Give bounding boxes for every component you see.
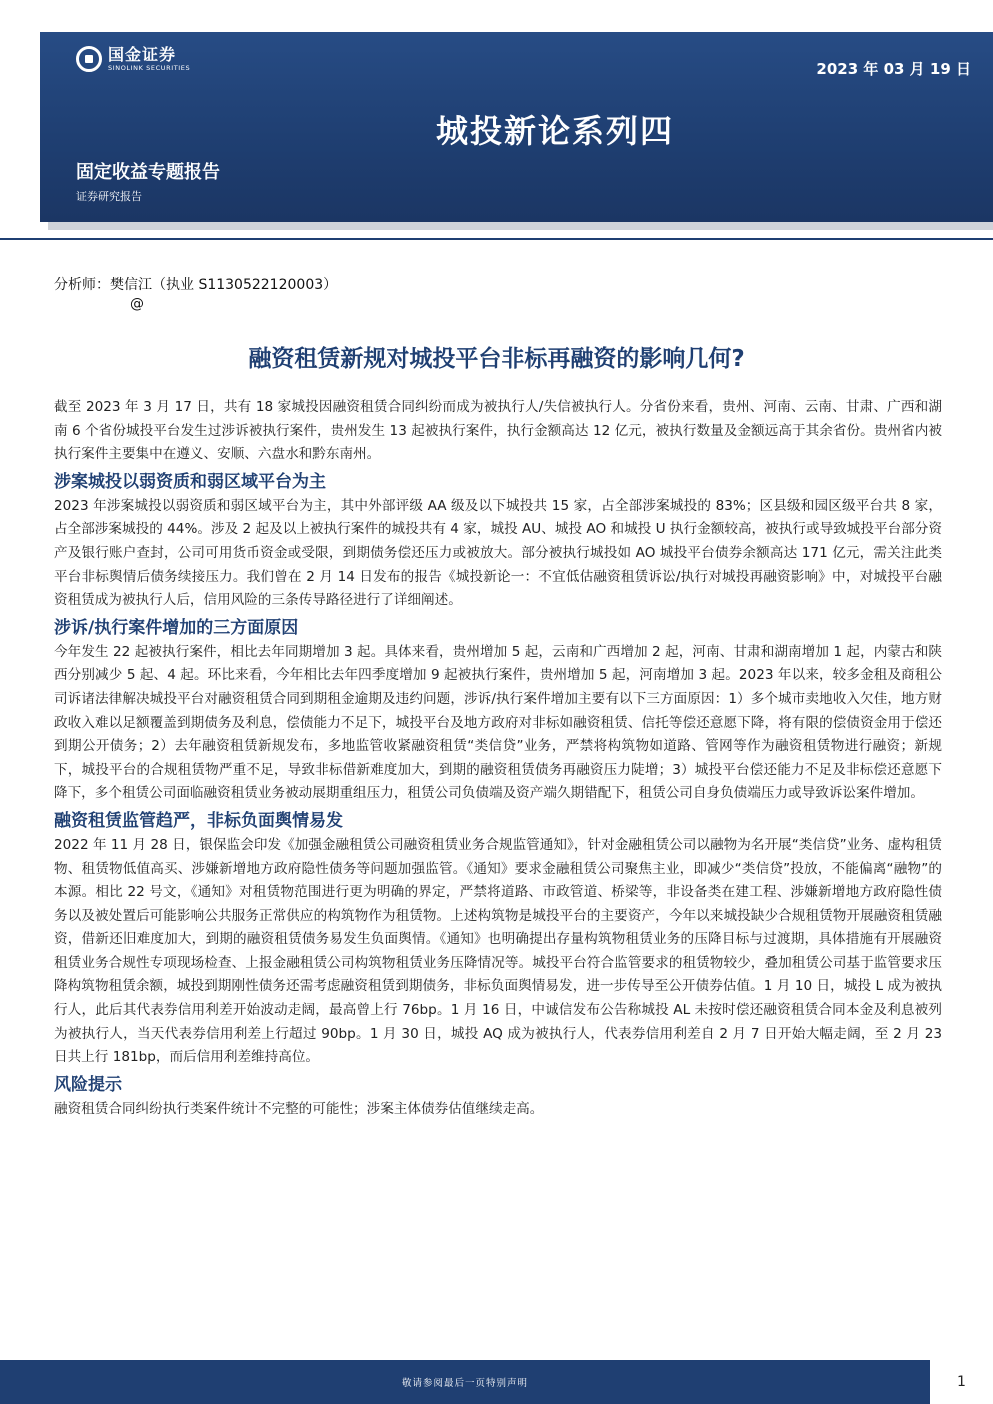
analyst-email: @ <box>130 296 144 312</box>
footer-bar <box>0 1360 930 1404</box>
section-paragraph: 2022 年 11 月 28 日，银保监会印发《加强金融租赁公司融资租赁业务合规监管通知》，针对金融租赁公司以融物为名开展“类信贷”业务、虚构租赁物、租赁物低值高买、涉嫌新增地方政府隐性债务等问题加强监管。《通知》要求金融租赁公司聚焦主业，即减少“类信贷”投放，不能偏离“融物”的本源。相比 22 号文，《通知》对租赁物范围进行更为明确的界定，严禁将道路、市政管道、桥梁等，非设备类在建工程、涉嫌新增地方政府隐性债务以及被处置后可能影响公共服务正常供应的构筑物作为租赁物。上述构筑物是城投平台的主要资产，今年以来城投缺少合规租赁物开展融资租赁融资，借新还旧难度加大，到期的融资租赁债务易发生负面舆情。《通知》也明确提出存量构筑物租赁业务的压降目标与过渡期，具体措施有开展融资租赁业务合规性专项现场检查、上报金融租赁公司构筑物租赁业务压降情况等。城投平台符合监管要求的租赁物较少，叠加租赁公司基于监管要求压降构筑物租赁余额，城投到期刚性债务还需考虑融资租赁到期债务，非标负面舆情易发，进一步传导至公开债券估值。1 月 10 日，城投 L 成为被执行人，此后其代表券信用利差开始波动走阔，最高曾上行 76bp。1 月 16 日，中诚信发布公告称城投 AL 未按时偿还融资租赁合同本金及利息被列为被执行人，当天代表券信用利差上行超过 90bp。1 月 30 日，城投 AQ 成为被执行人，代表券信用利差自 2 月 7 日开始大幅走阔，至 2 月 23 日共上行 181bp，而后信用利差维持高位。 <box>54 836 942 1066</box>
section-heading: 涉案城投以弱资质和弱区域平台为主 <box>54 471 326 492</box>
report-date: 2023 年 03 月 19 日 <box>816 60 971 78</box>
disclaimer-note: 敬请参阅最后一页特别声明 <box>401 1378 528 1389</box>
analyst-info: 分析师：樊信江（执业 S1130522120003） <box>54 277 338 293</box>
sinolink-logo-icon <box>76 46 102 72</box>
section-paragraph: 今年发生 22 起被执行案件，相比去年同期增加 3 起。具体来看，贵州增加 5 起，云南和广西增加 2 起，河南、甘肃和湖南增加 1 起，内蒙古和陕西分别减少 5 起、4 起。环比来看，今年相比去年四季度增加 9 起被执行案件，贵州增加 5 起，河南增加 3 起。2023 年以来，较多金租及商租公司诉诸法律解决城投平台对融资租赁合同到期租金逾期及违约问题，涉诉/执行案件增加主要有以下三方面原因：1）多个城市卖地收入欠佳，地方财政收入难以足额覆盖到期债务及利息，偿债能力不足下，城投平台及地方政府对非标如融资租赁、信托等偿还意愿下降，将有限的偿债资金用于偿还到期公开债务；2）去年融资租赁新规发布，多地监管收紧融资租赁“类信贷”业务，严禁将构筑物如道路、管网等作为融资租赁物进行融资；新规下，城投平台的合规租赁物严重不足，导致非标借新难度加大，到期的融资租赁债务再融资压力陡增；3）城投平台偿还能力不足及非标偿还意愿下降下，多个租赁公司面临融资租赁业务被动展期重组压力，租赁公司负债端及资产端久期错配下，租赁公司自身负债端压力或导致诉讼案件增加。 <box>54 643 942 802</box>
section-heading: 风险提示 <box>54 1074 122 1095</box>
report-title: 融资租赁新规对城投平台非标再融资的影响几何? <box>248 346 745 372</box>
intro-paragraph: 截至 2023 年 3 月 17 日，共有 18 家城投因融资租赁合同纠纷而成为被执行人/失信被执行人。分省份来看，贵州、河南、云南、甘肃、广西和湖南 6 个省份城投平台发生过涉诉被执行案件，贵州发生 13 起被执行案件，执行金额高达 12 亿元，被执行数量及金额远高于其余省份。贵州省内被执行案件主要集中在遵义、安顺、六盘水和黔东南州。 <box>54 399 942 463</box>
report-header <box>0 0 993 240</box>
section-paragraph: 2023 年涉案城投以弱资质和弱区域平台为主，其中外部评级 AA 级及以下城投共 15 家，占全部涉案城投的 83%；区县级和园区级平台共 8 家，占全部涉案城投的 44%。涉及 2 起及以上被执行案件的城投共有 4 家，城投 AU、城投 AO 和城投 U 执行金额较高，被执行或导致城投平台部分资产及银行账户查封，公司可用货币资金或受限，到期债务偿还压力或被放大。部分被执行城投如 AO 城投平台债券余额高达 171 亿元，需关注此类平台非标舆情后债务续接压力。我们曾在 2 月 14 日发布的报告《城投新论一：不宜低估融资租赁诉讼/执行对城投再融资影响》中，对城投平台融资租赁成为被执行人后，信用风险的三条传导路径进行了详细阐述。 <box>54 497 942 609</box>
header-divider <box>0 238 993 240</box>
logo-en-text: SINOLINK SECURITIES <box>108 64 191 72</box>
section-paragraph: 融资租赁合同纠纷执行类案件统计不完整的可能性；涉案主体债券估值继续走高。 <box>54 1100 544 1117</box>
series-title: 城投新论系列四 <box>436 112 675 150</box>
section-heading: 涉诉/执行案件增加的三方面原因 <box>54 617 299 638</box>
page-number: 1 <box>957 1374 966 1390</box>
report-subcategory: 证券研究报告 <box>76 190 142 203</box>
report-body <box>54 396 942 1121</box>
section-heading: 融资租赁监管趋严，非标负面舆情易发 <box>54 810 343 831</box>
logo-cn-text: 国金证券 <box>108 45 177 64</box>
report-category: 固定收益专题报告 <box>76 162 220 183</box>
company-logo <box>76 46 190 72</box>
